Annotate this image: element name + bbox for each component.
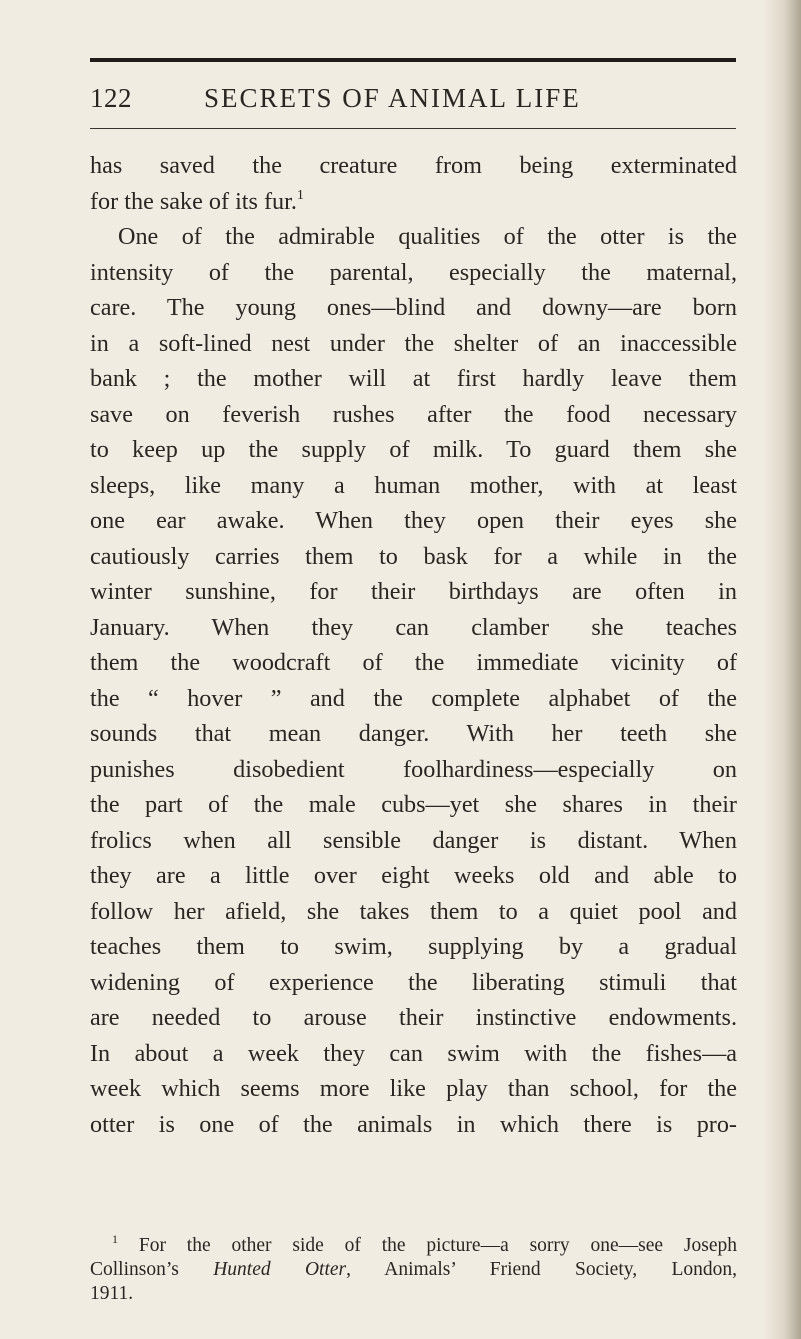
text-line: One of the admirable qualities of the otter is the: [118, 223, 737, 250]
text-line: sleeps, like many a human mother, with at least: [90, 471, 737, 499]
text-line: widening of experience the liberating stimuli that: [90, 968, 737, 996]
text-line: winter sunshine, for their birthdays are often in: [90, 578, 737, 605]
text-line: cautiously carries them to bask for a while in the: [90, 542, 737, 570]
text-line: the part of the male cubs—yet she shares in their: [90, 791, 737, 818]
text-line: they are a little over eight weeks old and able to: [90, 862, 737, 889]
footnote-line: $^1$ For the other side of the picture—a sorry one—see Joseph: [112, 1232, 737, 1256]
text-line: frolics when all sensible danger is distant. When: [90, 826, 737, 854]
running-header: [90, 76, 736, 120]
text-line: has saved the creature from being exterminated: [90, 152, 737, 179]
text-line: week which seems more like play than school, for the: [90, 1075, 737, 1102]
text-line: sounds that mean danger. With her teeth she: [90, 720, 737, 747]
text-line: In about a week they can swim with the fishes—a: [90, 1039, 737, 1067]
top-rule: [90, 58, 736, 62]
text-line: punishes disobedient foolhardiness—especially on: [90, 755, 737, 783]
text-line: them the woodcraft of the immediate vicinity of: [90, 649, 737, 676]
page-edge-shadow: [763, 0, 801, 1339]
page-number: 122: [90, 83, 132, 113]
text-line: otter is one of the animals in which there is pro-: [90, 1110, 737, 1138]
footnote-line: Collinson’s Hunted Otter, Animals’ Friend Society, London,: [90, 1259, 737, 1280]
text-line: are needed to arouse their instinctive endowments.: [90, 1004, 737, 1031]
footnote-line: 1911.: [90, 1283, 134, 1304]
running-title: SECRETS OF ANIMAL LIFE: [204, 83, 581, 113]
text-line: teaches them to swim, supplying by a gradual: [90, 933, 737, 960]
text-line: one ear awake. When they open their eyes she: [90, 507, 737, 534]
text-line: in a soft-lined nest under the shelter of an inaccessible: [90, 329, 737, 357]
text-line: to keep up the supply of milk. To guard them she: [90, 436, 737, 463]
text-line: January. When they can clamber she teaches: [90, 613, 737, 641]
text-line: care. The young ones—blind and downy—are born: [90, 294, 737, 321]
book-title: Hunted Otter: [213, 1259, 347, 1280]
footnote: [90, 1234, 737, 1306]
footnote-marker: 1: [112, 1232, 118, 1246]
body-text: [90, 148, 737, 1142]
text-line: save on feverish rushes after the food necessary: [90, 400, 737, 428]
text-line: follow her afield, she takes them to a quiet pool and: [90, 897, 737, 925]
text-line: intensity of the parental, especially the maternal,: [90, 258, 737, 286]
text-line: for the sake of its fur.$^1$: [90, 187, 304, 215]
header-rule: [90, 128, 736, 129]
text-line: the “ hover ” and the complete alphabet of the: [90, 684, 737, 712]
text-line: bank ; the mother will at first hardly leave them: [90, 365, 737, 392]
footnote-reference: 1: [296, 187, 304, 203]
